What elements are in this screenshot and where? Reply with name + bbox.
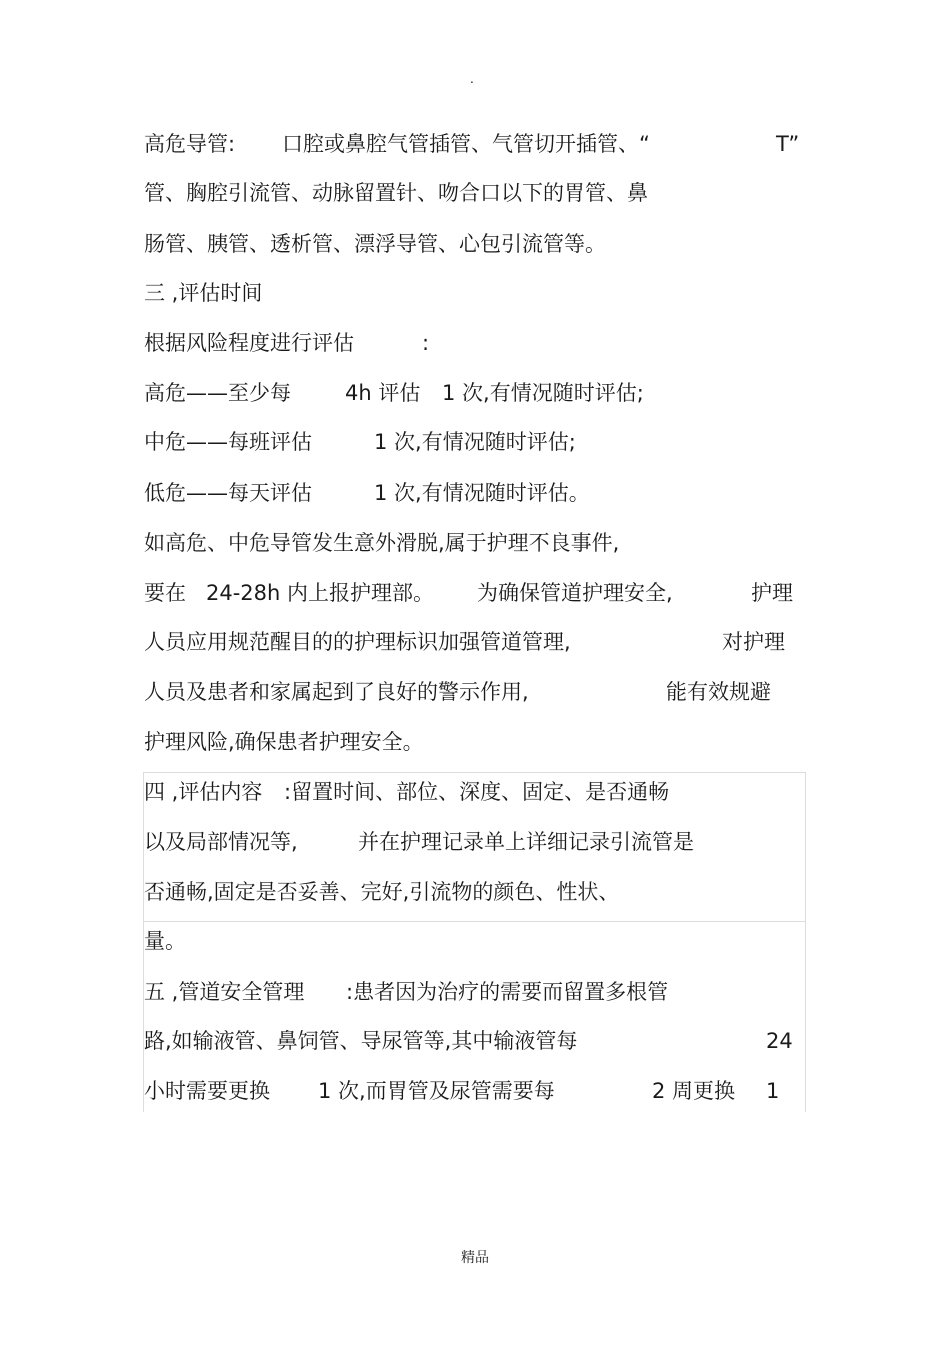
adverse-event-line-4-b: 能有效规避 <box>666 680 771 704</box>
adverse-event-line-5-text: 护理风险,确保患者护理安全。 <box>144 730 424 754</box>
high-risk-frequency-text: 1 次,有情况随时评估; <box>442 381 644 405</box>
top-rule <box>143 772 806 773</box>
section-5-line-2-a: 路,如输液管、鼻饲管、导尿管等,其中输液管每 <box>144 1029 578 1053</box>
mid-risk-frequency-label: 中危——每班评估 <box>144 430 312 454</box>
section-5-heading: 五 ,管道安全管理 <box>144 980 305 1004</box>
header-mark: . <box>470 72 474 86</box>
high-risk-text: 口腔或鼻腔气管插管、气管切开插管、“ <box>282 132 650 156</box>
adverse-event-line-2-c: 为确保管道护理安全, <box>477 581 673 605</box>
high-risk-label: 高危导管: <box>144 132 236 156</box>
mid-risk-frequency-text: 1 次,有情况随时评估; <box>374 430 576 454</box>
section-5-line-3-b: 1 次,而胃管及尿管需要每 <box>318 1079 555 1103</box>
section-5-line-3-c: 2 周更换 <box>652 1079 736 1103</box>
right-rule <box>805 772 806 1112</box>
section-5-line-3-d: 1 <box>766 1079 780 1103</box>
section-5-line-1-text: :患者因为治疗的需要而留置多根管 <box>346 980 669 1004</box>
adverse-event-line-4-a: 人员及患者和家属起到了良好的警示作用, <box>144 680 529 704</box>
adverse-event-line-2-b: 24-28h 内上报护理部。 <box>206 581 435 605</box>
section-3-heading-text: 三 ,评估时间 <box>144 281 263 305</box>
section-5-line-2-b: 24 <box>766 1029 793 1053</box>
high-risk-t-tube: T” <box>776 132 800 156</box>
adverse-event-line-2-d: 护理 <box>751 581 793 605</box>
section-4-line-3-text: 否通畅,固定是否妥善、完好,引流物的颜色、性状、 <box>144 880 620 904</box>
adverse-event-line-2-a: 要在 <box>144 581 186 605</box>
section-4-heading: 四 ,评估内容 <box>144 780 263 804</box>
section-5-line-3-a: 小时需要更换 <box>144 1079 270 1103</box>
high-risk-frequency-interval: 4h 评估 <box>345 381 421 405</box>
adverse-event-line-3-b: 对护理 <box>722 630 785 654</box>
high-risk-line-3-text: 肠管、胰管、透析管、漂浮导管、心包引流管等。 <box>144 232 606 256</box>
adverse-event-line-1-text: 如高危、中危导管发生意外滑脱,属于护理不良事件, <box>144 531 620 555</box>
section-3-intro-colon: : <box>422 331 430 355</box>
section-4-line-2-b: 并在护理记录单上详细记录引流管是 <box>358 830 694 854</box>
page-footer: 精品 <box>461 1250 489 1266</box>
section-3-intro-text: 根据风险程度进行评估 <box>144 331 354 355</box>
low-risk-frequency-label: 低危——每天评估 <box>144 481 312 505</box>
adverse-event-line-3-a: 人员应用规范醒目的的护理标识加强管道管理, <box>144 630 571 654</box>
section-4-line-1-text: :留置时间、部位、深度、固定、是否通畅 <box>284 780 670 804</box>
section-4-line-2-a: 以及局部情况等, <box>144 830 298 854</box>
high-risk-line-2-text: 管、胸腔引流管、动脉留置针、吻合口以下的胃管、鼻 <box>144 181 648 205</box>
low-risk-frequency-text: 1 次,有情况随时评估。 <box>374 481 590 505</box>
high-risk-frequency-label: 高危——至少每 <box>144 381 291 405</box>
middle-rule <box>143 921 806 922</box>
section-4-line-4-text: 量。 <box>144 929 186 953</box>
